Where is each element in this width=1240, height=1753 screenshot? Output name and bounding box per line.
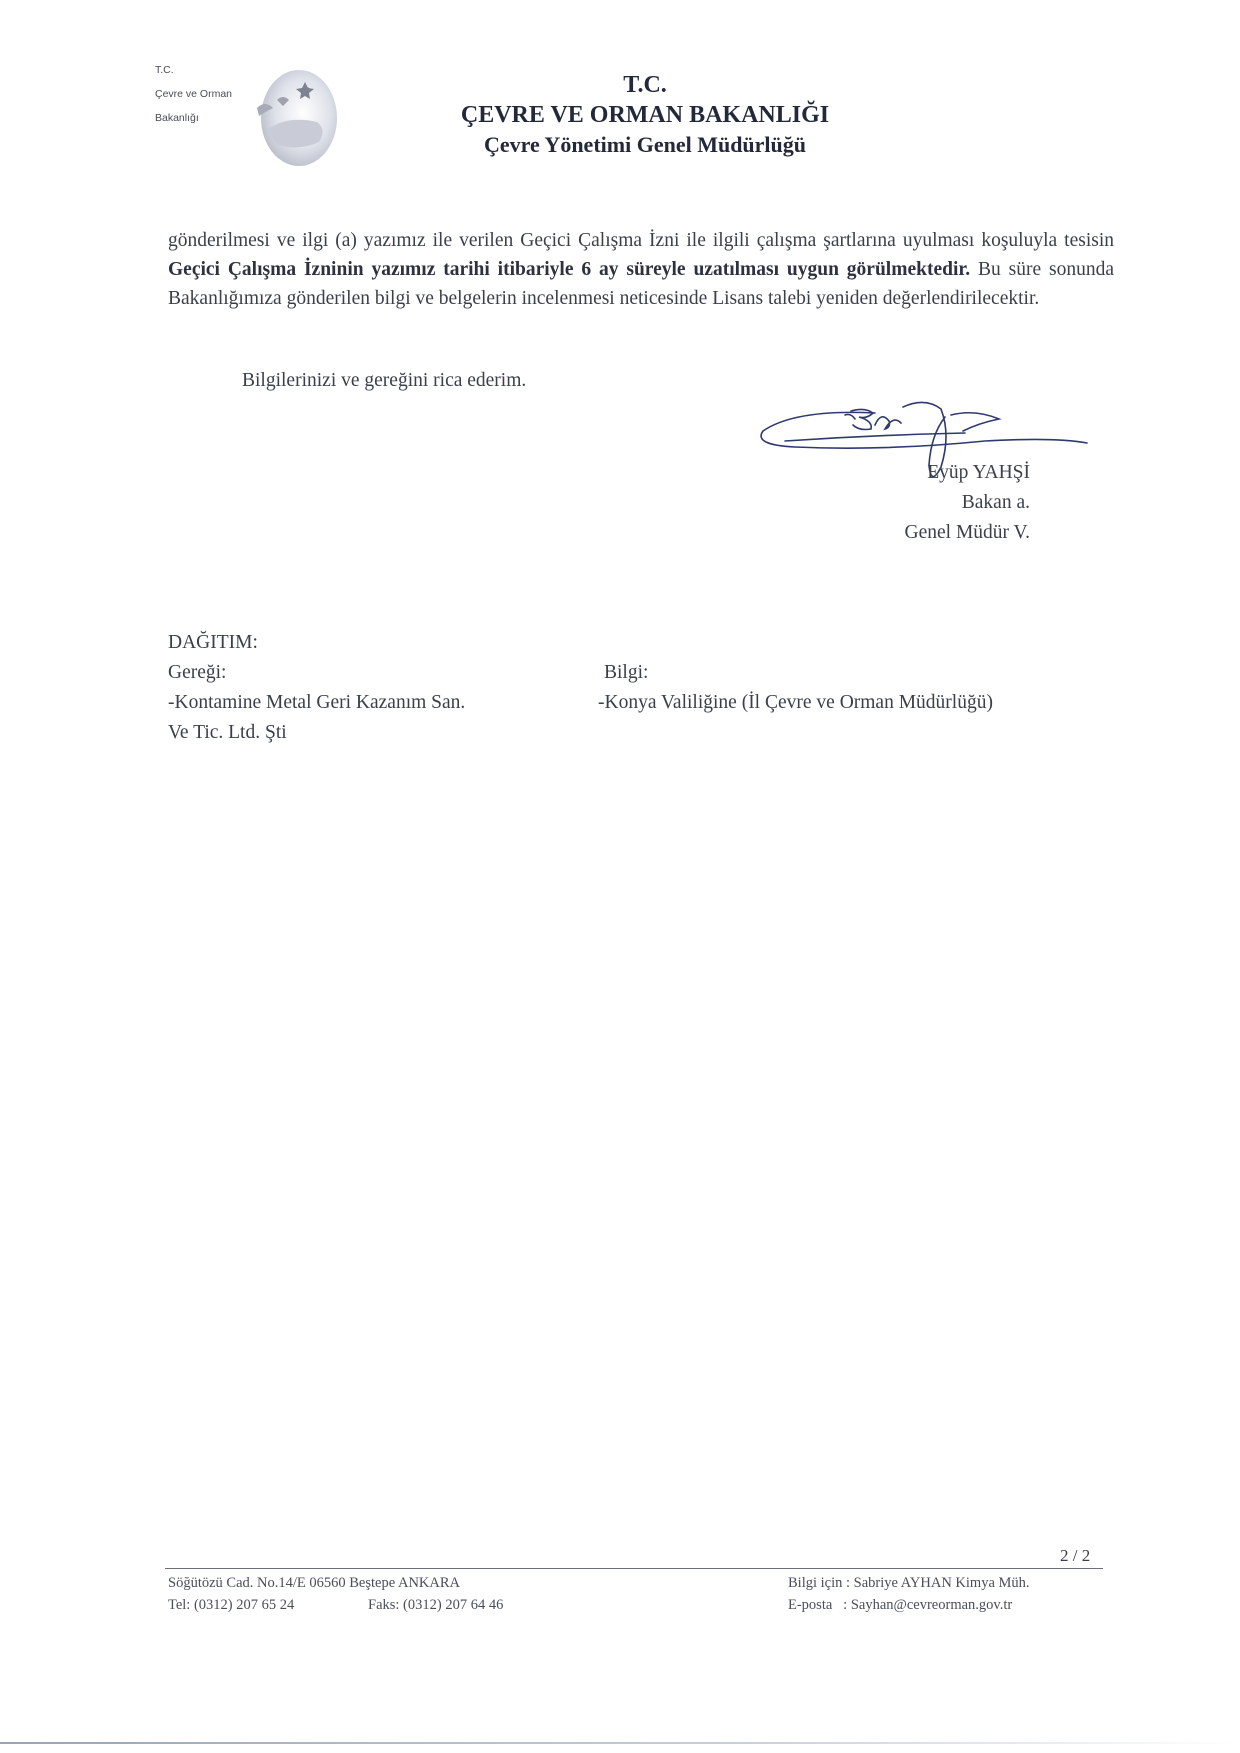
logo-line-3: Bakanlığı: [155, 112, 199, 124]
header-directorate: Çevre Yönetimi Genel Müdürlüğü: [483, 132, 807, 157]
distribution-left: [168, 628, 465, 748]
signer-title-1: Bakan a.: [961, 492, 1030, 513]
logo-line-1: T.C.: [155, 64, 174, 76]
distribution-right: [598, 658, 993, 718]
logo-line-2: Çevre ve Orman: [155, 88, 233, 100]
body-text-end: Bu süre sonunda Bakanlığımıza gönderilen bilgi ve belgelerin incelenmesi neticesinde Lisans talebi yeniden değerlendirilecektir.: [168, 259, 1114, 309]
header-ministry: ÇEVRE VE ORMAN BAKANLIĞI: [460, 102, 830, 128]
footer-contact-block: [788, 1572, 1030, 1616]
footer-fax: Faks: (0312) 207 64 46: [368, 1597, 504, 1613]
action-recipient-2: Ve Tic. Ltd. Şti: [168, 722, 287, 743]
signer-name: Eyüp YAHŞİ: [927, 462, 1030, 483]
action-recipient-1: -Kontamine Metal Geri Kazanım San.: [168, 692, 466, 713]
ministry-logo: [155, 52, 345, 192]
signer-title-2: Genel Müdür V.: [904, 522, 1030, 543]
footer-tel: Tel: (0312) 207 65 24: [168, 1597, 295, 1613]
footer-address: Söğütözü Cad. No.14/E 06560 Beştepe ANKARA: [168, 1575, 460, 1591]
action-label: Gereği:: [168, 662, 227, 683]
body-paragraph: [168, 226, 1114, 313]
page-number: 2 / 2: [1060, 1546, 1091, 1565]
scan-edge-divider: [0, 1742, 1240, 1744]
distribution-heading: DAĞITIM:: [168, 632, 258, 653]
body-text-start: gönderilmesi ve ilgi (a) yazımız ile verilen Geçici Çalışma İzni ile ilgili çalışma şartlarına uyulması koşuluyla tesisin: [168, 230, 1114, 251]
footer-email: E-posta : Sayhan@cevreorman.gov.tr: [788, 1597, 1013, 1613]
info-recipient: -Konya Valiliğine (İl Çevre ve Orman Müdürlüğü): [598, 692, 993, 713]
footer-phone-line: [168, 1594, 503, 1616]
body-text-bold: Geçici Çalışma İzninin yazımız tarihi itibariyle 6 ay süreyle uzatılması uygun görülmektedir.: [168, 259, 971, 280]
info-label: Bilgi:: [604, 662, 649, 683]
footer-divider: [165, 1568, 1103, 1569]
footer-address-block: [168, 1572, 503, 1616]
signer-block: [820, 458, 1030, 548]
letterhead: [345, 70, 945, 160]
closing-sentence: Bilgilerinizi ve gereğini rica ederim.: [242, 370, 527, 391]
logo-emblem-icon: [247, 60, 339, 168]
header-tc: T.C.: [623, 72, 667, 98]
footer-info: Bilgi için : Sabriye AYHAN Kimya Müh.: [788, 1575, 1030, 1591]
